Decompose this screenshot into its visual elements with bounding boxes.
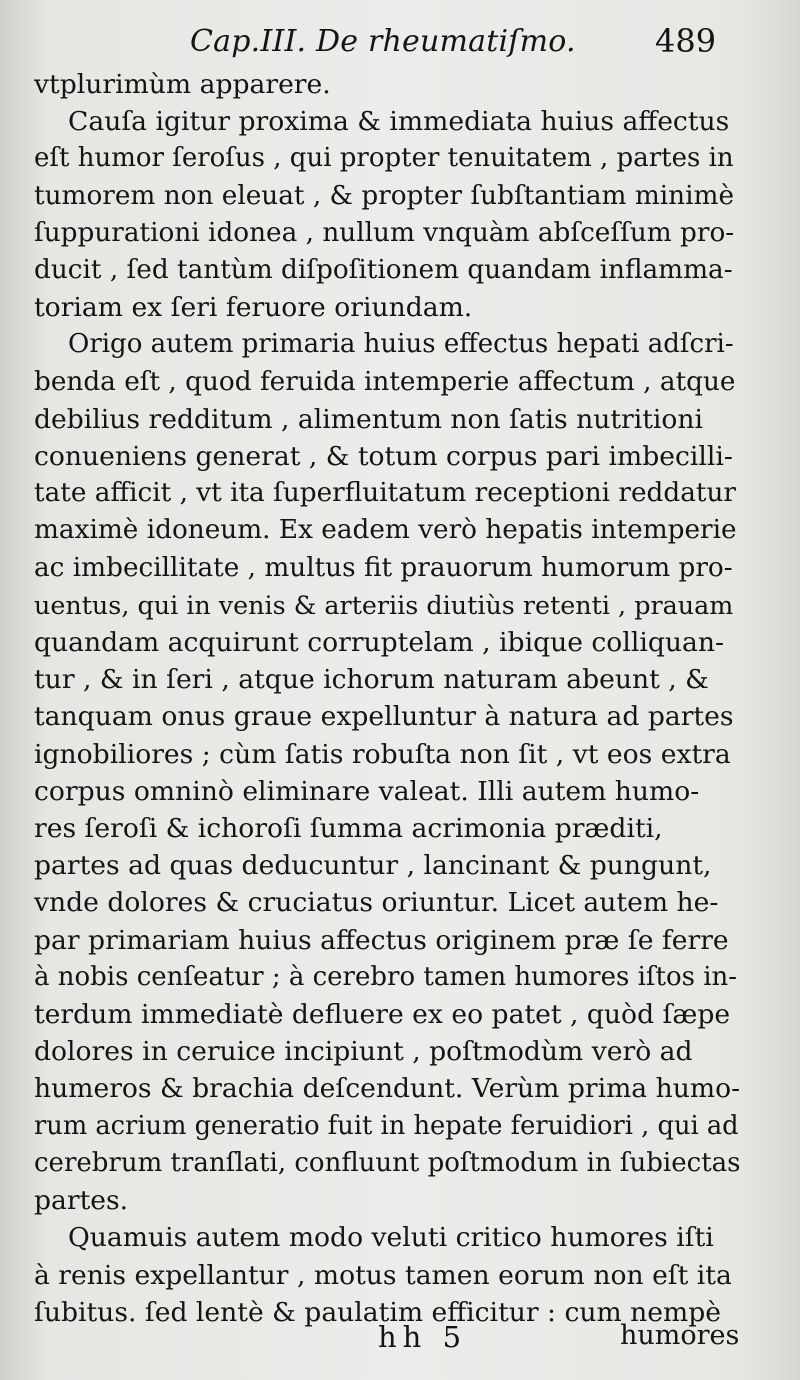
text-line: Cauſa igitur proxima & immediata huius affectus: [68, 106, 730, 138]
text-line: ducit , ſed tantùm diſpoſitionem quandam inflamma-: [34, 255, 733, 286]
text-line: ſuppurationi idonea , nullum vnquàm abſceſſum pro-: [34, 217, 735, 248]
paragraph: [34, 1219, 740, 1331]
paragraph: [34, 66, 740, 103]
running-head: Cap.III. De rheumatiſmo.: [190, 24, 576, 59]
signature-mark: hh 5: [378, 1320, 468, 1354]
text-line: toriam ex ſeri feruore oriundam.: [34, 292, 473, 324]
page-header: [0, 18, 800, 68]
text-line: Origo autem primaria huius effectus hepati adſcri-: [68, 329, 734, 360]
text-line: partes.: [34, 1185, 129, 1217]
catchword: humores: [620, 1320, 740, 1351]
text-line: dolores in ceruice incipiunt , poſtmodùm verò ad: [34, 1036, 693, 1068]
body-text: [34, 66, 740, 1331]
paragraph: [34, 103, 740, 326]
text-line: rum acrium generatio fuit in hepate feruidiori , qui ad: [34, 1110, 739, 1141]
page-number: 489: [655, 22, 717, 60]
text-line: ac imbecillitate , multus fit prauorum humorum pro-: [34, 552, 733, 583]
text-line: par primariam huius affectus originem præ ſe ferre: [34, 924, 729, 956]
text-line: terdum immediatè defluere ex eo patet , quòd ſæpe: [34, 999, 731, 1031]
text-line: benda eſt , quod feruida intemperie affectum , atque: [34, 366, 736, 397]
text-line: Quamuis autem modo veluti critico humores iſti: [68, 1222, 714, 1254]
text-line: vnde dolores & cruciatus oriuntur. Licet autem he-: [34, 887, 719, 919]
text-line: ignobiliores ; cùm ſatis robuſta non ſit , vt eos extra: [34, 738, 731, 770]
text-line: eſt humor ſeroſus , qui propter tenuitatem , partes in: [34, 143, 734, 174]
text-line: cerebrum tranſlati, confluunt poſtmodum in ſubiectas: [34, 1147, 741, 1178]
text-line: vtplurimùm apparere.: [34, 69, 331, 100]
text-line: partes ad quas deducuntur , lancinant & pungunt,: [34, 850, 712, 882]
text-line: à nobis cenſeatur ; à cerebro tamen humores iſtos in-: [34, 961, 738, 992]
text-line: humeros & brachia deſcendunt. Verùm prima humo-: [34, 1073, 741, 1105]
text-line: tumorem non eleuat , & propter ſubſtantiam minimè: [34, 180, 735, 211]
text-line: tate afficit , vt ita ſuperfluitatum receptioni reddatur: [34, 478, 736, 509]
text-line: debilius redditum , alimentum non ſatis nutritioni: [34, 403, 704, 435]
text-line: corpus omninò eliminare valeat. Illi autem humo-: [34, 775, 700, 807]
text-line: tur , & in ſeri , atque ichorum naturam abeunt , &: [34, 664, 709, 696]
text-line: à renis expellantur , motus tamen eorum non eſt ita: [34, 1259, 732, 1291]
text-line: maximè idoneum. Ex eadem verò hepatis intemperie: [34, 515, 737, 546]
text-line: quandam acquirunt corruptelam , ibique colliquan-: [34, 627, 724, 659]
text-line: tanquam onus graue expelluntur à natura ad partes: [34, 701, 734, 733]
text-line: conueniens generat , & totum corpus pari imbecilli-: [34, 441, 733, 473]
text-line: uentus, qui in venis & arteriis diutiùs retenti , prauam: [34, 589, 734, 620]
text-line: res ſeroſi & ichoroſi ſumma acrimonia præditi,: [34, 813, 663, 845]
page-footer: [0, 1318, 800, 1362]
paragraph: [34, 326, 740, 1219]
text-line: ſubitus. ſed lentè & paulatim efficitur : cum nempè: [34, 1296, 721, 1328]
